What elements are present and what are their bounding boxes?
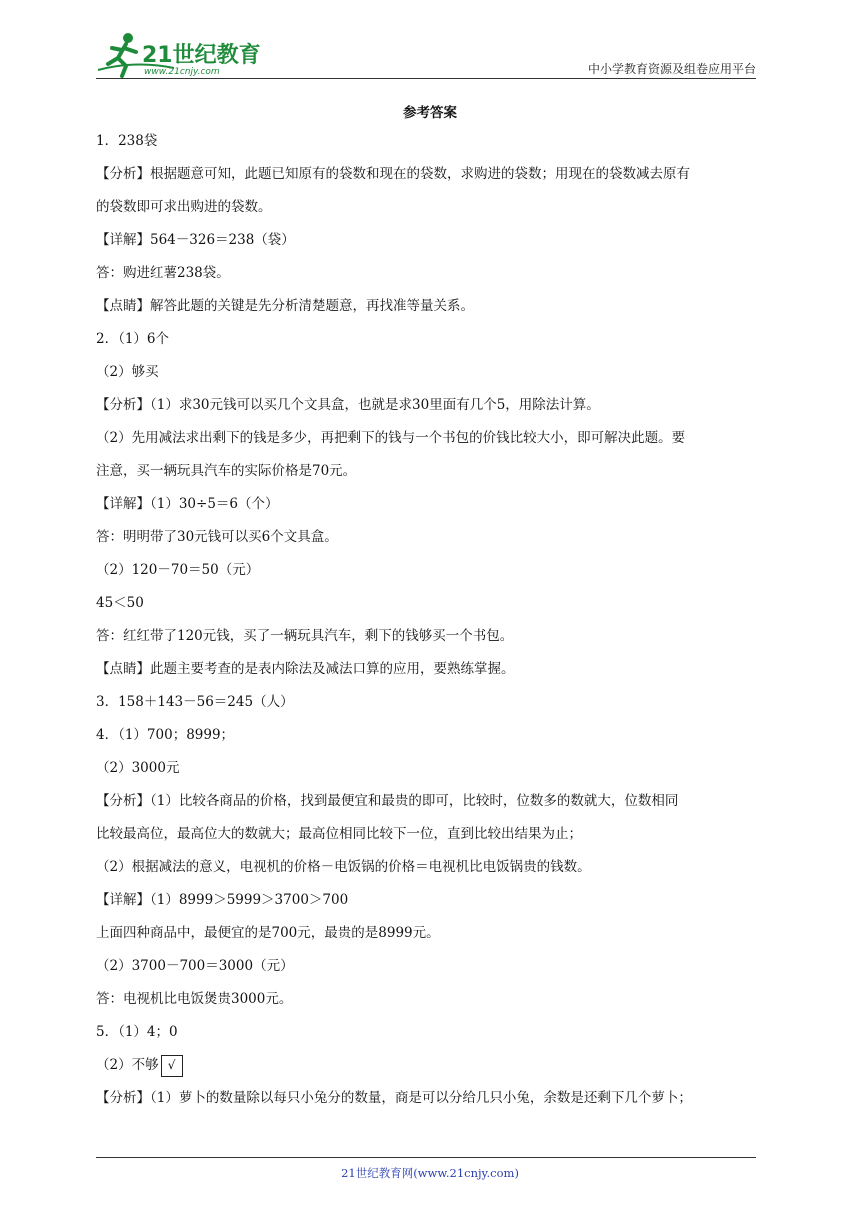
- text-line: 【详解】（1）8999＞5999＞3700＞700: [96, 892, 349, 908]
- text-line: 【详解】（1）30÷5＝6（个）: [96, 496, 279, 512]
- text-line: 答：购进红薯238袋。: [96, 265, 230, 281]
- page-header: [96, 30, 756, 80]
- text-line-with-checkbox: [96, 1049, 764, 1082]
- text-line: 答：明明带了30元钱可以买6个文具盒。: [96, 529, 338, 545]
- text-line: 3．158＋143－56＝245（人）: [96, 694, 294, 710]
- check-box: √: [161, 1055, 183, 1077]
- logo-url: www.21cnjy.com: [144, 67, 220, 77]
- text-line: 5．（1）4；0: [96, 1024, 178, 1040]
- text-line: 2．（1）6个: [96, 331, 170, 347]
- platform-name: 中小学教育资源及组卷应用平台: [587, 62, 756, 76]
- text-line: 【点睛】解答此题的关键是先分析清楚题意，再找准等量关系。: [96, 298, 474, 314]
- text-line: 注意，买一辆玩具汽车的实际价格是70元。: [96, 463, 357, 479]
- text-line: 4．（1）700；8999；: [96, 727, 235, 743]
- text-line: 【分析】（1）萝卜的数量除以每只小兔分的数量，商是可以分给几只小兔，余数是还剩下几个萝卜；: [96, 1090, 692, 1106]
- text-line: 的袋数即可求出购进的袋数。: [96, 199, 272, 215]
- text-line: 【分析】（1）比较各商品的价格，找到最便宜和最贵的即可，比较时，位数多的数就大，位数相同: [96, 793, 679, 809]
- text-line: 1．238袋: [96, 133, 158, 149]
- text-line: 【详解】564－326＝238（袋）: [96, 232, 295, 248]
- text-line: 45＜50: [96, 595, 144, 611]
- text-line: 【分析】（1）求30元钱可以买几个文具盒，也就是求30里面有几个5，用除法计算。: [96, 397, 600, 413]
- footer-divider: [96, 1157, 756, 1158]
- text-line: 上面四种商品中，最便宜的是700元，最贵的是8999元。: [96, 925, 440, 941]
- page-footer: 21世纪教育网(www.21cnjy.com): [341, 1166, 519, 1180]
- logo: [96, 30, 276, 80]
- logo-text: 21世纪教育: [142, 43, 261, 68]
- text-line: （2）先用减法求出剩下的钱是多少，再把剩下的钱与一个书包的价钱比较大小，即可解决此题。要: [96, 430, 686, 446]
- text-line: 【分析】根据题意可知，此题已知原有的袋数和现在的袋数，求购进的袋数；用现在的袋数减去原有: [96, 166, 690, 182]
- line-text: （2）不够: [96, 1057, 159, 1073]
- text-line: （2）够买: [96, 364, 159, 380]
- answer-content: [96, 125, 764, 1115]
- text-line: 答：电视机比电饭煲贵3000元。: [96, 991, 293, 1007]
- text-line: （2）3000元: [96, 760, 180, 776]
- page-title: 参考答案: [403, 105, 457, 121]
- text-line: （2）3700－700＝3000（元）: [96, 958, 294, 974]
- text-line: 比较最高位，最高位大的数就大；最高位相同比较下一位，直到比较出结果为止；: [96, 826, 582, 842]
- text-line: 【点睛】此题主要考查的是表内除法及减法口算的应用，要熟练掌握。: [96, 661, 515, 677]
- text-line: 答：红红带了120元钱，买了一辆玩具汽车，剩下的钱够买一个书包。: [96, 628, 514, 644]
- text-line: （2）120－70＝50（元）: [96, 562, 260, 578]
- text-line: （2）根据减法的意义，电视机的价格－电饭锅的价格＝电视机比电饭锅贵的钱数。: [96, 859, 591, 875]
- header-divider: [96, 78, 756, 79]
